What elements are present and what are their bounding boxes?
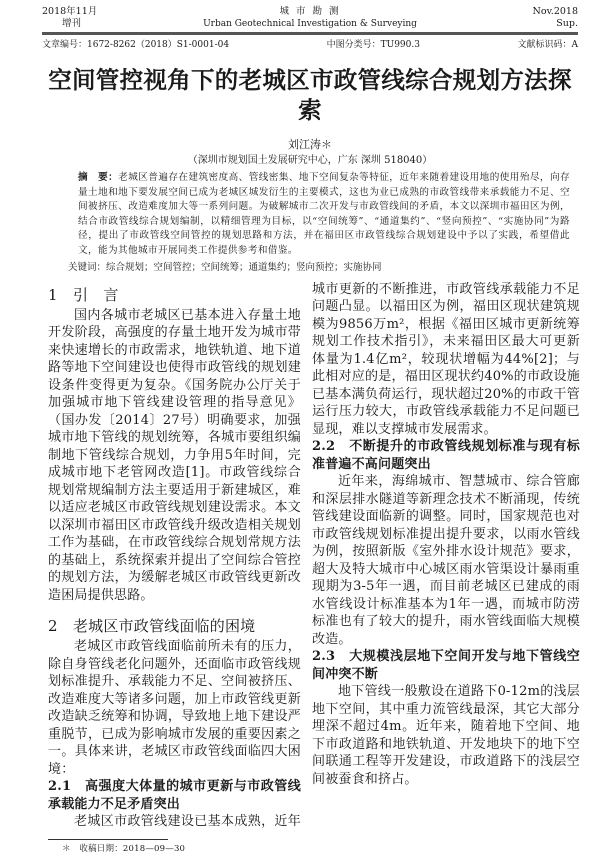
classification-number: 中图分类号：TU990.3	[326, 40, 420, 50]
article-meta	[42, 39, 578, 51]
abstract	[78, 171, 570, 259]
section-2-1-paragraph: 老城区市政管线建设已基本成熟，近年	[74, 814, 301, 830]
right-column	[312, 281, 580, 789]
section-2-heading: 2 老城区市政管线面临的困境	[48, 617, 256, 636]
journal-name-en: Urban Geotechnical Investigation & Surveying	[203, 19, 417, 29]
abstract-label: 摘 要：	[78, 172, 119, 183]
keywords: 关键词：综合规划；空间管控；空间统筹；通道集约；竖向预控；实施协同	[68, 261, 382, 273]
left-column	[48, 281, 301, 855]
footnote: ＊ 收稿日期：2018—09—30	[62, 843, 186, 854]
section-2-1-continued: 城市更新的不断推进，市政管线承载能力不足问题凸显。以福田区为例，福田区现状建筑规模为9856万m²，根据《福田区城市更新统筹规划工作技术指引》，未来福田区最大可更新体量为1.4亿m²，较现状增幅为44%[2]；与此相对应的是，福田区现状约40%的市政设施已基本满负荷运行，现状超过20%的市政干管运行压力较大，市政管线承载能力不足问题已显现，难以支撑城市发展需求。	[312, 281, 580, 437]
section-2-1-heading: 2.1 高强度大体量的城市更新与市政管线承载能力不足矛盾突出	[48, 779, 301, 812]
header-issue-cn: 增刊	[62, 18, 82, 29]
section-1-heading: 1 引 言	[48, 285, 119, 304]
article-number: 文章编号：1672-8262（2018）S1-0001-04	[42, 40, 230, 50]
body-columns	[48, 281, 578, 855]
affiliation: （深圳市规划国土发展研究中心，广东 深圳 518040）	[187, 155, 433, 166]
section-2-3-paragraph: 地下管线一般敷设在道路下0-12m的浅层地下空间，其中重力流管线最深，其它大部分埋深不超过4m。近年来，随着地下空间、地下市政道路和地铁轨道、开发地块下的地下空间联通工程等开发建设，市政道路下的浅层空间被蚕食和挤占。	[312, 684, 580, 787]
section-2-2-paragraph: 近年来，海绵城市、智慧城市、综合管廊和深层排水隧道等新理念技术不断涌现，传统管线建设面临新的调整。同时，国家规范也对市政管线规划标准提出提升要求，以雨水管线为例，按照新版《室外排水设计规范》要求，超大及特大城市中心城区雨水管渠设计暴雨重现期为3-5年一遇，而目前老城区已建成的雨水管线设计标准基本为1年一遇，而城市防涝标准也有了较大的提升，雨水管线面临大规模改造。	[312, 474, 580, 647]
section-2-3-heading: 2.3 大规模浅层地下空间开发与地下管线空间冲突不断	[312, 649, 580, 682]
header-rule	[42, 32, 578, 35]
abstract-text: 老城区普遍存在建筑密度高、管线密集、地下空间复杂等特征，近年来随着建设用地的使用殆尽，向存量土地和地下要发展空间已成为老城区城发衍生的主要模式，这也为业已成熟的市政管线带来承载能力不足、空间被挤压、改造难度加大等一系列问题。为破解城市二次开发与市政管线间的矛盾，本文以深圳市福田区为例，结合市政管线综合规划编制，以精细管理为目标，以“空间统筹”、“通道集约”、“竖向预控”、“实施协同”为路径，提出了市政管线空间管控的规划思路和方法，并在福田区市政管线综合规划建设中予以了实践，希望借此文，能为其他城市开展同类工作提供参考和借鉴。	[78, 172, 570, 256]
header-date-en: Nov.2018	[532, 6, 578, 17]
section-2-2-heading: 2.2 不断提升的市政管线规划标准与现有标准普遍不高问题突出	[312, 439, 580, 472]
document-code: 文献标识码：A	[517, 40, 578, 50]
section-2-paragraph: 老城区市政管线面临前所未有的压力，除自身管线老化问题外，还面临市政管线规划标准提升、承载能力不足、空间被挤压、改造难度大等诸多问题，加上市政管线更新改造缺乏统筹和协调，导致地上地下建设严重脱节，已成为影响城市发展的重要因素之一。具体来讲，老城区市政管线面临四大困境：	[48, 639, 301, 777]
running-header	[42, 6, 578, 30]
paper-title: 空间管控视角下的老城区市政管线综合规划方法探索	[48, 66, 572, 124]
header-issue-en: Sup.	[556, 18, 578, 29]
header-right	[488, 6, 578, 30]
header-center	[132, 6, 488, 30]
section-1-paragraph: 国内各城市老城区已基本进入存量土地开发阶段，高强度的存量土地开发为城市带来快速增长的市政需求，地铁轨道、地下道路等地下空间建设也使得市政管线的规划建设条件变得更为复杂。《国务院办公厅关于加强城市地下管线建设管理的指导意见》（国办发〔2014〕27号）明确要求，加强城市地下管线的规划统筹，各城市要组织编制地下管线综合规划，力争用5年时间，完成城市地下老管网改造[1]。市政管线综合规划常规编制方法主要适用于新建城区，难以适应老城区市政管线规划建设需求。本文以深圳市福田区市政管线升级改造相关规划工作为基础，在市政管线综合规划常规方法的基础上，系统探索并提出了空间综合管控的规划方法，为缓解老城区市政管线更新改造困局提供思路。	[48, 307, 301, 603]
journal-name-cn: 城 市 勘 测	[279, 6, 341, 17]
header-date-cn: 2018年11月	[42, 6, 98, 17]
author: 刘江涛＊	[288, 138, 332, 151]
footnote-rule	[48, 839, 168, 840]
header-left	[42, 6, 132, 30]
